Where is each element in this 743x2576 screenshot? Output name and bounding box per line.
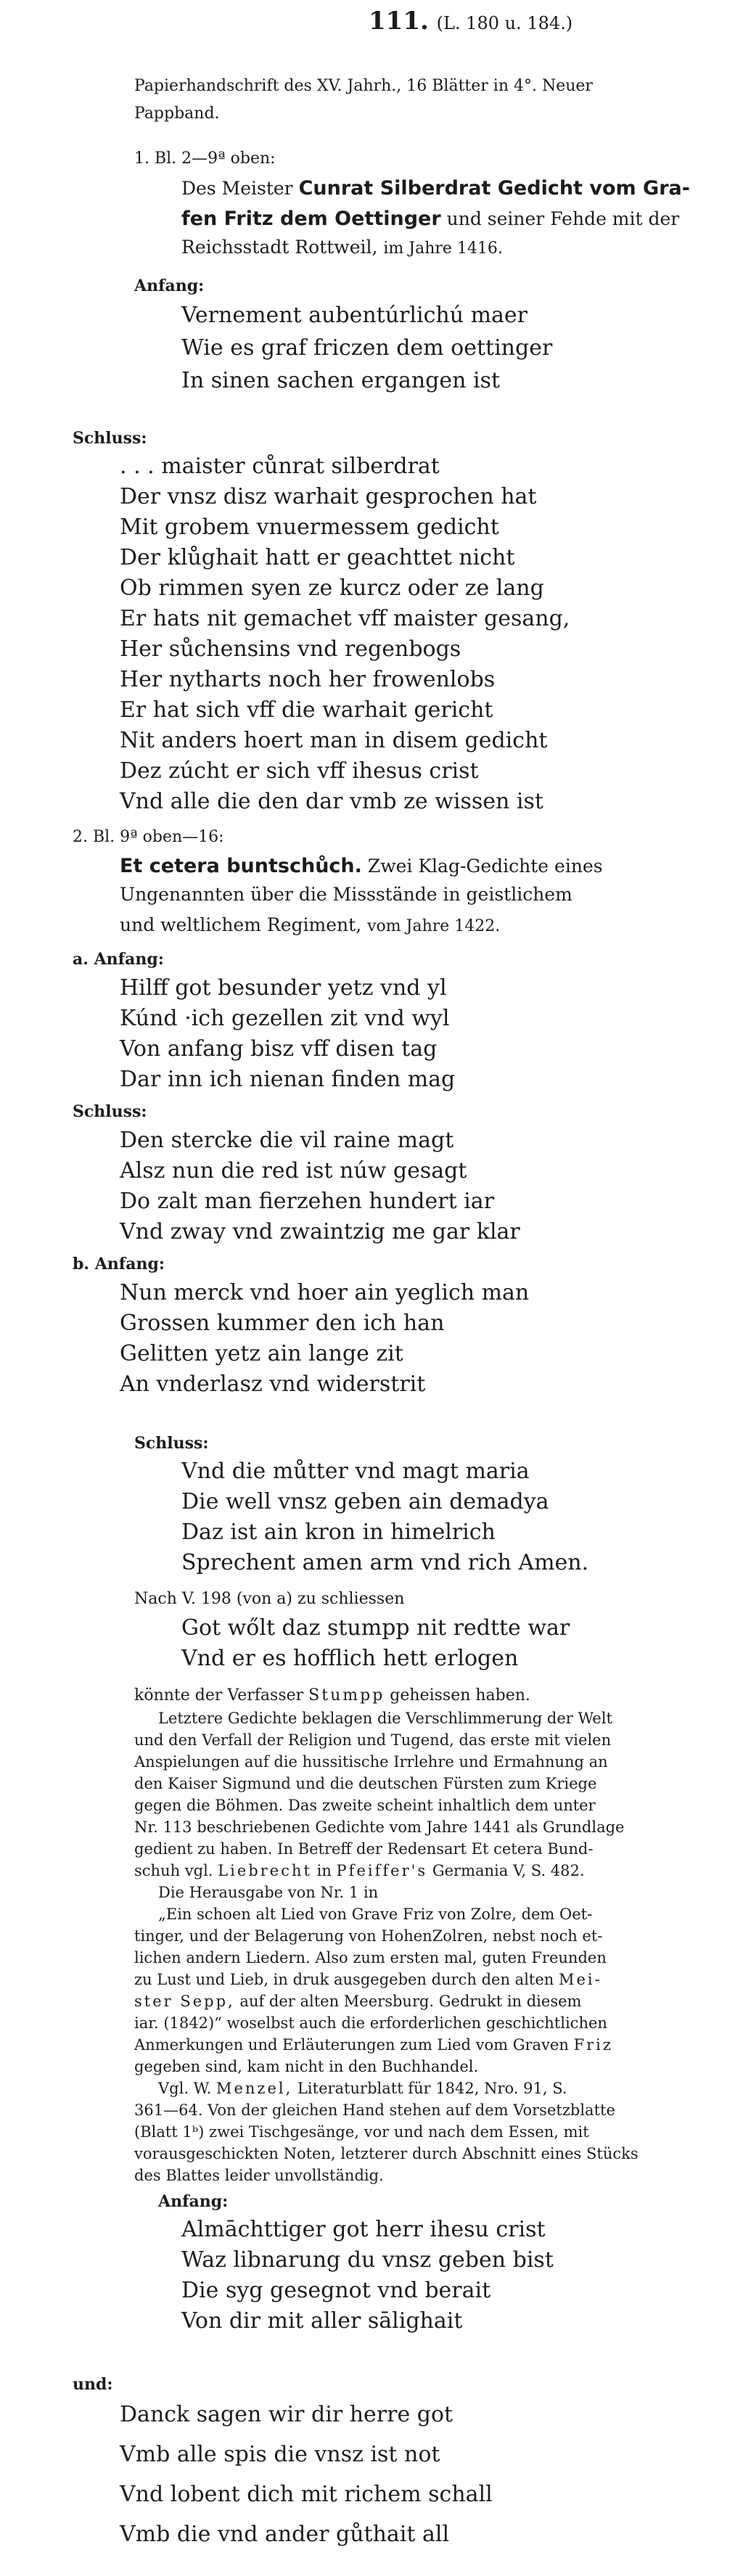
note3-source: Literaturblatt für 1842, Nro. 91, S. <box>297 2080 567 2097</box>
a-begin-line: Hilff got besunder yetz vnd yl <box>120 975 447 1001</box>
item1-schluss-label: Schluss: <box>73 429 147 448</box>
note1-ref-prefix: schuh vgl. <box>134 1862 213 1879</box>
manuscript-description: Papierhandschrift des XV. Jahrh., 16 Blätter in 4°. Neuer <box>134 77 593 95</box>
a-end-line: Den stercke die vil raine magt <box>120 1128 454 1153</box>
note3-line: vorausgeschickten Noten, letzterer durch Abschnitt eines Stücks <box>134 2145 639 2162</box>
note2-line: „Ein schoen alt Lied von Grave Friz von Zolre, dem Oet- <box>158 1906 593 1923</box>
item1-year: im Jahre 1416. <box>383 239 503 258</box>
note2-text: auf der alten Meersburg. Gedrukt in diesem <box>239 1993 582 2010</box>
note2-line: lichen andern Liedern. Also zum ersten mal, guten Freunden <box>134 1949 607 1966</box>
note3-line <box>158 2081 567 2096</box>
nach-rest: zu schliessen <box>297 1590 405 1608</box>
note1-line: den Kaiser Sigmund und die deutschen Fürsten zum Kriege <box>134 1775 597 1792</box>
poem1-end-line: Vnd alle die den dar vmb ze wissen ist <box>120 789 543 814</box>
a-begin-line: Von anfang bisz vff disen tag <box>120 1036 438 1062</box>
note1-line: Nr. 113 beschriebenen Gedichte vom Jahre 1441 als Grundlage <box>134 1818 625 1836</box>
note2-name: Friz <box>573 2036 613 2054</box>
item2-title-rest: Zwei Klag-Gedichte eines <box>367 856 603 877</box>
note1-ref-in: in <box>316 1862 332 1879</box>
b-begin-line: Grossen kummer den ich han <box>120 1310 445 1336</box>
note2-line: iar. (1842)“ woselbst auch die erforderlichen geschichtlichen <box>134 2014 607 2032</box>
item2-regiment: und weltlichem Regiment, <box>120 914 362 935</box>
note2-text: Anmerkungen und Erläuterungen zum Lied vom Graven <box>134 2036 569 2054</box>
note1-line-refs <box>134 1863 585 1879</box>
poem1-end-line: Er hats nit gemachet vff maister gesang, <box>120 606 570 631</box>
konnte-name: Stumpp <box>308 1686 385 1705</box>
note2-text: zu Lust und Lieb, in druk ausgegeben durch den alten <box>134 1971 554 1988</box>
quote-line: Vnd er es hofflich hett erlogen <box>181 1646 519 1671</box>
page-header <box>369 7 573 36</box>
table-begin-line: Almāchttiger got herr ihesu crist <box>181 2217 546 2242</box>
item1-title-bold: Cunrat Silberdrat Gedicht vom Gra- <box>298 177 690 200</box>
note1-line: und den Verfall der Religion und Tugend, das erste mit vielen <box>134 1731 612 1749</box>
note1-line: gegen die Böhmen. Das zweite scheint inhaltlich dem unter <box>134 1797 596 1814</box>
note3-prefix: Vgl. W. <box>158 2080 212 2097</box>
poem1-end-line: Nit anders hoert man in disem gedicht <box>120 728 548 753</box>
item2-title-line1 <box>120 856 603 876</box>
note2-name-cont: ster Sepp, <box>134 1993 235 2010</box>
a-anfang-label: a. Anfang: <box>73 950 164 969</box>
b-end-line: Sprechent amen arm vnd rich Amen. <box>181 1550 589 1575</box>
poem1-begin-line: In sinen sachen ergangen ist <box>181 368 501 393</box>
poem1-begin-line: Wie es graf friczen dem oettinger <box>181 335 553 361</box>
note1-ref-source: Germania V, S. 482. <box>432 1862 585 1879</box>
a-end-line: Vnd zway vnd zwaintzig me gar klar <box>120 1219 520 1244</box>
poem1-end-line: Her nytharts noch her frowenlobs <box>120 667 496 692</box>
b-end-line: Daz ist ain kron in himelrich <box>181 1519 496 1545</box>
note3-author: Menzel, <box>215 2080 293 2097</box>
page-number: 111. <box>369 7 429 36</box>
b-anfang-label: b. Anfang: <box>73 1255 165 1273</box>
page-reference: (L. 180 u. 184.) <box>436 13 573 33</box>
item1-city: Reichsstadt Rottweil, <box>181 237 378 258</box>
item1-anfang-label: Anfang: <box>134 276 205 295</box>
note1-ref-editor: Pfeiffer's <box>336 1862 428 1879</box>
table-end-line: Vmb alle spis die vnsz ist not <box>120 2442 440 2467</box>
a-end-line: Do zalt man fierzehen hundert iar <box>120 1189 494 1214</box>
note3-line: 361—64. Von der gleichen Hand stehen auf dem Vorsetzblatte <box>134 2101 615 2119</box>
b-begin-line: Gelitten yetz ain lange zit <box>120 1341 403 1366</box>
konnte-prefix: könnte der Verfasser <box>134 1686 304 1705</box>
poem1-end-line: Ob rimmen syen ze kurcz oder ze lang <box>120 575 544 601</box>
quote-line: Got wőlt daz stumpp nit redtte war <box>181 1615 570 1641</box>
poem1-end-line: Er hat sich vff die warhait gericht <box>120 697 493 723</box>
note2-line: Die Herausgabe von Nr. 1 in <box>158 1884 379 1901</box>
table-begin-line: Die syg gesegnot vnd berait <box>181 2278 491 2303</box>
table-end-line: Vnd lobent dich mit richem schall <box>120 2482 493 2507</box>
item2-label: 2. Bl. 9ª oben—16: <box>73 828 224 846</box>
item1-title-line3 <box>181 238 503 257</box>
item1-label: 1. Bl. 2—9ª oben: <box>134 149 276 168</box>
b-end-line: Die well vnsz geben ain demadya <box>181 1489 549 1514</box>
manuscript-description-cont: Pappband. <box>134 104 220 123</box>
b-schluss-label: Schluss: <box>134 1434 209 1453</box>
note2-name: Mei- <box>559 1971 602 1988</box>
note3-line: (Blatt 1ᵇ) zwei Tischgesänge, vor und nach dem Essen, mit <box>134 2123 589 2141</box>
item2-title-bold: Et cetera buntschůch. <box>120 855 362 877</box>
item2-title-line3 <box>120 916 500 935</box>
table-end-line: Danck sagen wir dir herre got <box>120 2402 453 2427</box>
nach-ref: Nach V. 198 (von a) <box>134 1590 292 1608</box>
item1-title-suffix: und seiner Fehde mit der <box>446 208 680 229</box>
note2-line <box>134 2038 613 2053</box>
note2-line: tinger, und der Belagerung von HohenZolren, nebst noch et- <box>134 1927 603 1945</box>
table-begin-line: Von dir mit aller sālighait <box>181 2308 463 2334</box>
poem1-end-line: Mit grobem vnuermessem gedicht <box>120 514 499 540</box>
konnte-line <box>134 1688 530 1704</box>
item1-title-prefix: Des Meister <box>181 178 293 199</box>
poem1-end-line: Der klůghait hatt er geachttet nicht <box>120 545 515 570</box>
note1-line: gedient zu haben. In Betreff der Redensart Et cetera Bund- <box>134 1840 594 1858</box>
a-end-line: Alsz nun die red ist núw gesagt <box>120 1158 467 1184</box>
poem1-end-line: Dez zúcht er sich vff ihesus crist <box>120 758 479 784</box>
nach-line <box>134 1591 404 1607</box>
item2-title-line2: Ungenannten über die Missstände in geistlichem <box>120 884 572 905</box>
note3-line: des Blattes leider unvollständig. <box>134 2167 384 2184</box>
note1-ref-author: Liebrecht <box>218 1862 312 1879</box>
note1-line: Anspielungen auf die hussitische Irrlehre und Ermahnung an <box>134 1753 608 1771</box>
note1-line: Letztere Gedichte beklagen die Verschlimmerung der Welt <box>158 1710 612 1727</box>
item2-year: vom Jahre 1422. <box>367 917 501 935</box>
und-label: und: <box>73 2375 113 2394</box>
poem1-end-line: Her sůchensins vnd regenbogs <box>120 636 461 662</box>
konnte-suffix: geheissen haben. <box>390 1686 530 1705</box>
poem1-end-line: . . . maister cůnrat silberdrat <box>120 454 440 479</box>
b-begin-line: Nun merck vnd hoer ain yeglich man <box>120 1280 530 1305</box>
a-begin-line: Kúnd ·ich gezellen zit vnd wyl <box>120 1006 450 1031</box>
table-end-line: Vmb die vnd ander gůthait all <box>120 2522 450 2547</box>
item1-title-bold-cont: fen Fritz dem Oettinger <box>181 208 441 230</box>
b-begin-line: An vnderlasz vnd widerstrit <box>120 1371 426 1397</box>
poem1-begin-line: Vernement aubentúrlichú maer <box>181 303 528 328</box>
table-begin-line: Waz libnarung du vnsz geben bist <box>181 2247 554 2273</box>
a-begin-line: Dar inn ich nienan finden mag <box>120 1067 456 1092</box>
note2-line: gegeben sind, kam nicht in den Buchhandel. <box>134 2058 479 2075</box>
a-schluss-label: Schluss: <box>73 1102 147 1121</box>
poem1-end-line: Der vnsz disz warhait gesprochen hat <box>120 484 537 509</box>
table-anfang-label: Anfang: <box>158 2192 229 2211</box>
b-end-line: Vnd die můtter vnd magt maria <box>181 1459 530 1484</box>
item1-title-line1 <box>181 179 690 198</box>
note2-line <box>134 1994 581 2009</box>
note2-line <box>134 1972 602 1988</box>
item1-title-line2 <box>181 209 679 229</box>
